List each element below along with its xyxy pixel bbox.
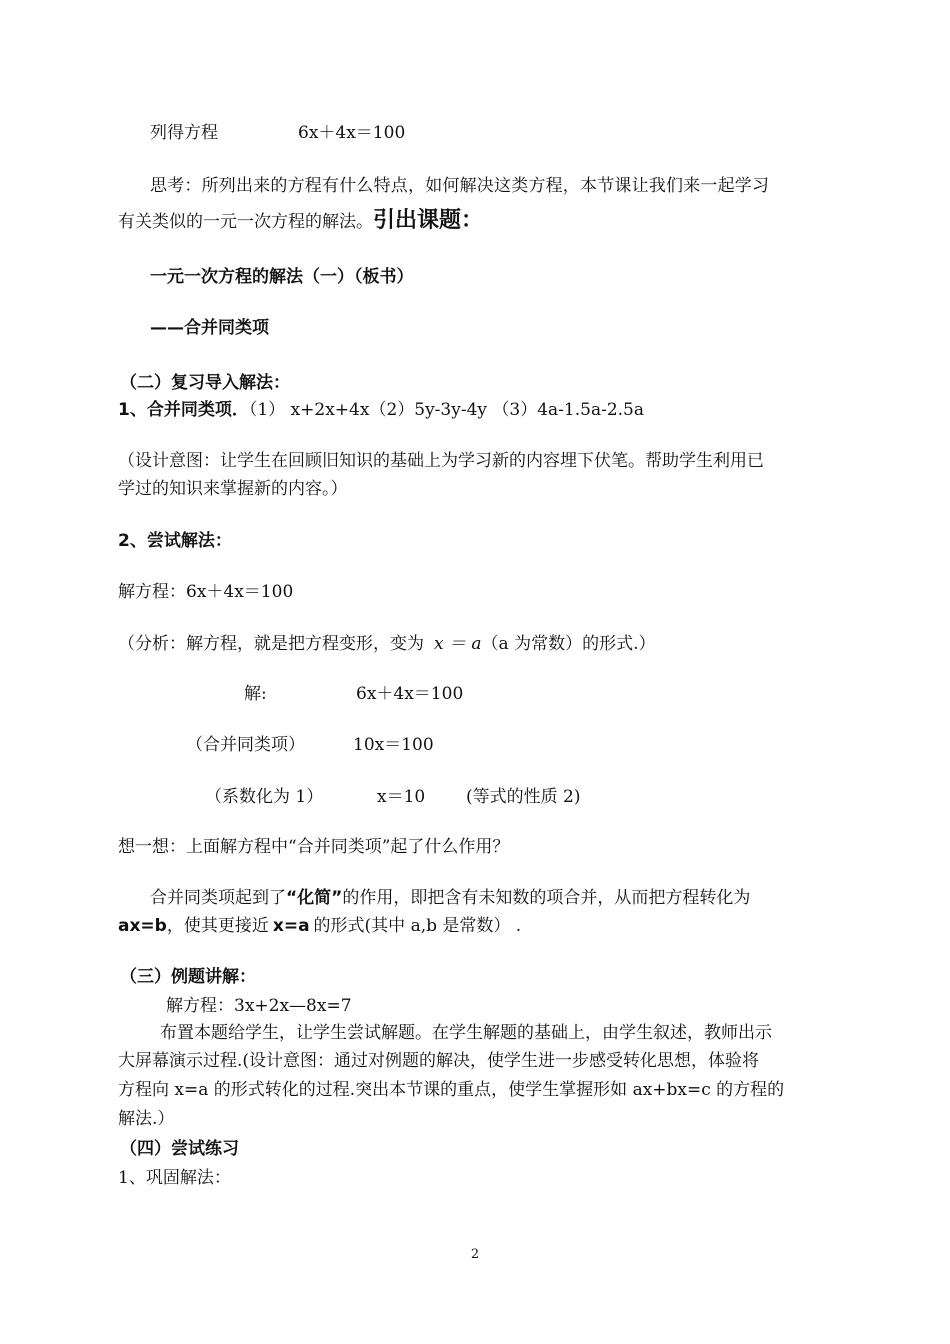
example-paragraph-line2: 大屏幕演示过程.(设计意图：通过对例题的解决，使学生进一步感受转化思想，体验将 xyxy=(118,1051,760,1071)
analysis-line xyxy=(118,632,655,656)
think-question: 想一想：上面解方程中“合并同类项”起了什么作用？ xyxy=(118,837,510,857)
step-2-equation: 10x＝100 xyxy=(353,735,434,755)
explanation-keyword: “化简” xyxy=(286,888,343,908)
paragraph-think-line2 xyxy=(118,209,483,234)
explanation-line2 xyxy=(118,914,521,938)
item-2-label: 2、尝试解法： xyxy=(118,531,232,551)
explanation-tail: 的作用，即把含有未知数的项合并，从而把方程转化为 xyxy=(342,888,751,908)
board-subtitle: ——合并同类项 xyxy=(150,318,269,338)
solve-equation-label: 解方程：6x＋4x＝100 xyxy=(118,582,294,602)
step-3-equation: x＝10 xyxy=(377,787,426,807)
step-2-label: （合并同类项） xyxy=(186,735,305,755)
analysis-text: （分析：解方程，就是把方程变形，变为 xyxy=(118,634,424,654)
formula-axb: ax=b xyxy=(118,916,167,936)
explanation-line1 xyxy=(150,886,750,910)
formula-xa: x=a xyxy=(272,916,310,936)
explanation-mid: ，使其更接近 xyxy=(166,916,269,936)
explanation-text: 合并同类项起到了 xyxy=(150,888,286,908)
section-2-heading: （二）复习导入解法： xyxy=(120,373,290,393)
page-number: 2 xyxy=(470,1247,480,1262)
analysis-tail: （a 为常数）的形式.） xyxy=(481,634,656,654)
design-intent-line1: （设计意图：让学生在回顾旧知识的基础上为学习新的内容埋下伏笔。帮助学生利用已 xyxy=(118,451,764,471)
lead-title: 引出课题： xyxy=(373,208,484,233)
explanation-end: 的形式(其中 a,b 是常数） . xyxy=(313,916,522,936)
example-paragraph-line4: 解法.） xyxy=(118,1109,175,1129)
paragraph-think-line1: 思考：所列出来的方程有什么特点，如何解决这类方程，本节课让我们来一起学习 xyxy=(150,176,770,196)
label-text: 列得方程 xyxy=(150,123,218,143)
consolidate-label: 1、巩固解法： xyxy=(118,1168,231,1188)
board-title: 一元一次方程的解法（一）（板书） xyxy=(150,267,414,287)
equation-line xyxy=(150,121,405,145)
item-1-line xyxy=(118,398,644,422)
analysis-math: x ＝ a xyxy=(434,634,482,654)
example-paragraph-line3: 方程向 x=a 的形式转化的过程.突出本节课的重点，使学生掌握形如 ax+bx=c 的方程的 xyxy=(118,1080,785,1100)
think-text: 有关类似的一元一次方程的解法。 xyxy=(118,212,373,232)
step-3-label: （系数化为 1） xyxy=(205,787,324,807)
item-1-expressions: （1） x+2x+4x（2）5y-3y-4y （3）4a-1.5a-2.5a xyxy=(248,400,645,420)
example-equation: 解方程：3x+2x—8x=7 xyxy=(166,996,352,1016)
step-3-note: (等式的性质 2) xyxy=(466,787,581,807)
step-1-equation: 6x＋4x＝100 xyxy=(356,684,464,704)
section-3-heading: （三）例题讲解： xyxy=(120,967,256,987)
example-paragraph-line1: 布置本题给学生，让学生尝试解题。在学生解题的基础上，由学生叙述，教师出示 xyxy=(160,1023,772,1043)
section-4-heading: （四）尝试练习 xyxy=(120,1139,239,1159)
equation-text: 6x＋4x＝100 xyxy=(298,123,406,143)
item-1-label: 1、合并同类项． xyxy=(118,400,249,420)
step-1-label: 解: xyxy=(244,684,267,704)
design-intent-line2: 学过的知识来掌握新的内容。） xyxy=(118,479,348,499)
